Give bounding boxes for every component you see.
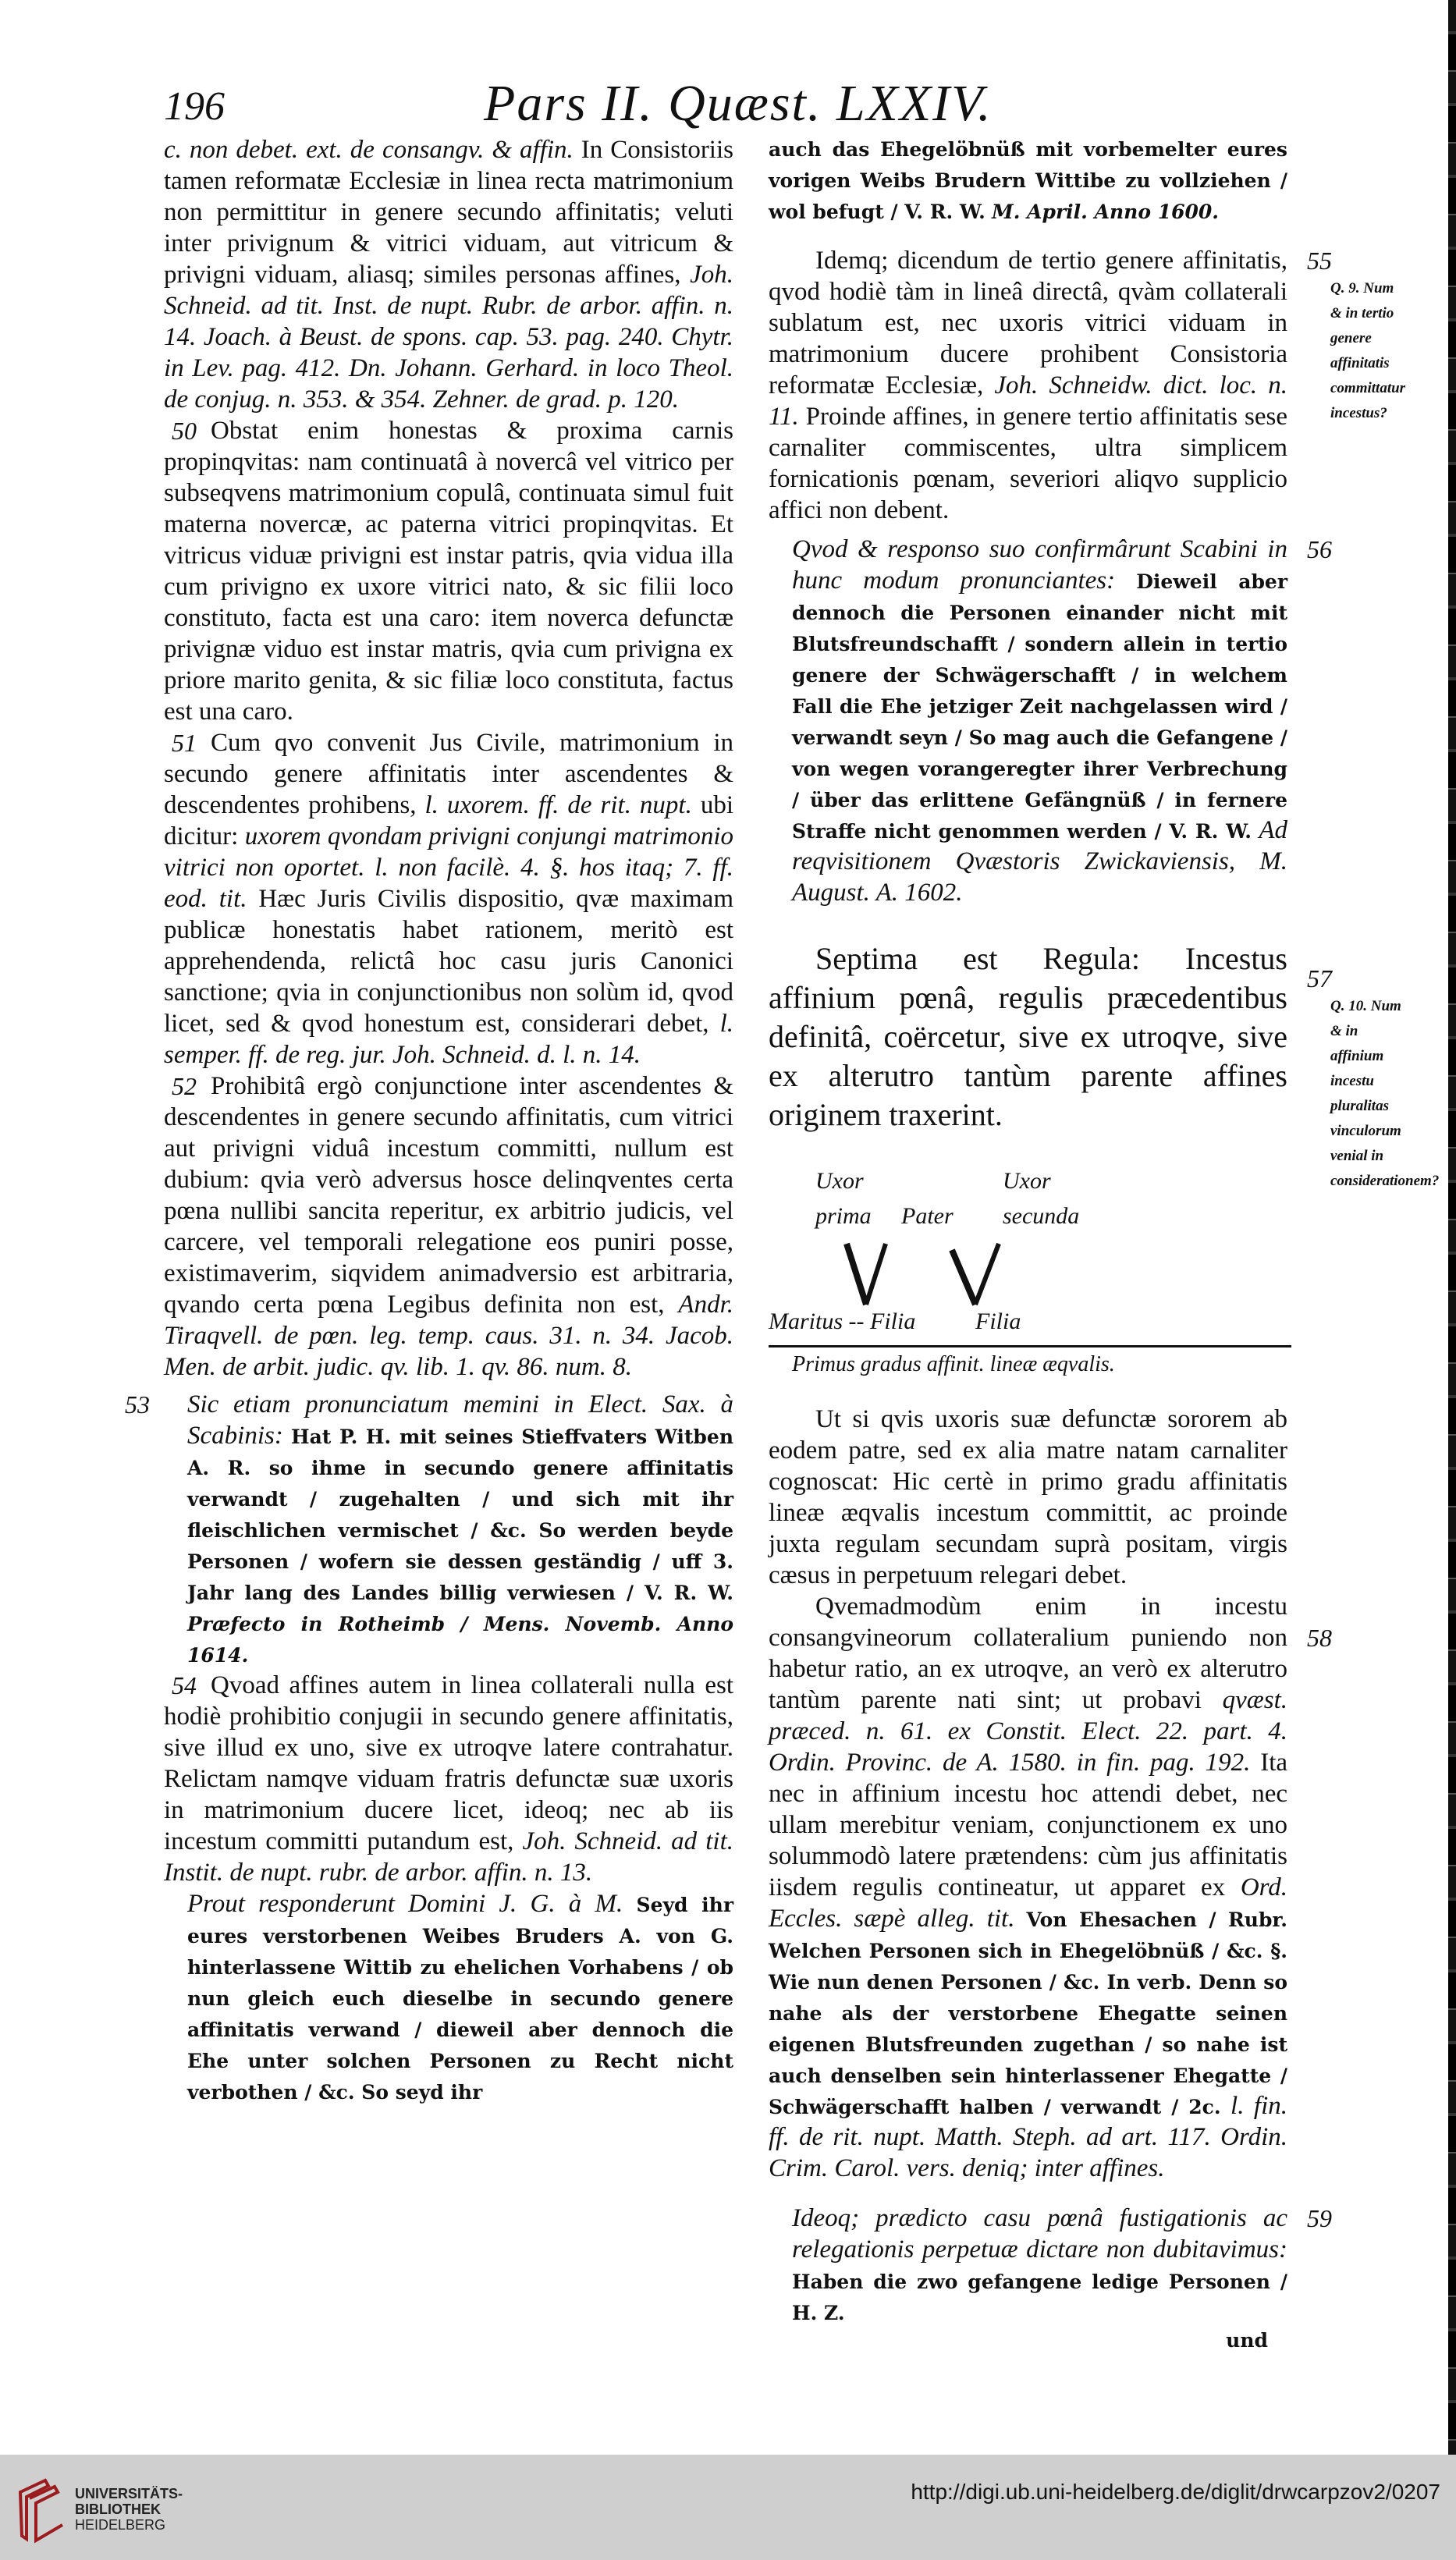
rule-seven	[769, 939, 1287, 1134]
library-line-1: UNIVERSITÄTS-	[75, 2486, 183, 2501]
citation: Joh. Schneidw. dict. loc. n. 11.	[769, 371, 1287, 431]
page-edge-shadow	[1448, 0, 1456, 2455]
german-quote: Von Ehesachen / Rubr. Welchen Personen sich in Ehegelöbnüß / &c. §. Wie nun denen Personen / &c. In verb. Denn so nahe als der verstorbene Ehegatte seinen eigenen Blutsfreunden zugethan / so nahe ist auch denselben sein hinterlassener Ehegatte / Schwägerschafft halben / verwandt / 2c.	[769, 1908, 1288, 2118]
citation: Andr. Tiraqvell. de pœn. leg. temp. caus. 31. n. 34. Jacob. Men. de arbit. judic. qv. lib. 1. qv. 86. num. 8.	[164, 1291, 733, 1381]
margin-note-q10: Q. 10. Num & in affinium incestu pluralitas vinculorum venial in considerationem?	[1330, 998, 1440, 1189]
section-number: 59	[1307, 2204, 1332, 2232]
paragraph-56	[792, 534, 1287, 908]
label-uxor-prima-1: Uxor	[815, 1168, 864, 1194]
label-filia: Filia	[975, 1308, 1021, 1334]
section-number: 51	[172, 729, 197, 757]
paragraph-52	[164, 1071, 733, 1383]
german-quote: auch das Ehegelöbnüß mit vorbemelter eures vorigen Weibs Brudern Wittibe zu vollziehen / wol befugt / V. R. W.	[769, 138, 1287, 223]
left-column	[125, 134, 734, 2107]
label-pater: Pater	[901, 1203, 954, 1229]
paragraph-text: In Consistoriis tamen reformatæ Ecclesiæ in linea recta matrimonium non permittitur in genere secundo affinitatis; veluti inter privignum & vitrici viduam, aut vitricum & privigni viduam, aliasq; similes personas affines,	[164, 136, 733, 289]
footer-band	[0, 2455, 1456, 2560]
paragraph-54-quote	[187, 1888, 733, 2107]
library-logo-icon	[14, 2477, 69, 2547]
page-header	[164, 74, 1319, 137]
paragraph-text: Qvemadmodùm enim in incestu consangvineorum collateralium puniendo non habetur ratio, an ex utroqve, an verò ex alterutro tantùm parente nati sint; ut probavi	[769, 1592, 1287, 1714]
paragraph-text: Hæc Juris Civilis dispositio, qvæ maximam publicæ honestatis habet rationem, meritò est apprehendenda, relictâ hoc casu juris Canonici sanctione; qvia in conjunctionibus non solùm id, qvod licet, sed & qvod honestum est, considerari debet,	[164, 885, 733, 1038]
paragraph-text: Ita nec in affinium incestu hoc attendi debet, nec ullam merebitur veniam, conjunctionem ex uno solummodò latere prætendens: cùm jus affinitatis iisdem regulis contineatur, ut apparet ex	[769, 1749, 1288, 1901]
diagram-caption: Primus gradus affinit. lineæ æqvalis.	[769, 1345, 1291, 1380]
paragraph-56-block	[769, 534, 1332, 908]
paragraph-text: Ut si qvis uxoris suæ defunctæ sororem ab eodem patre, sed ex alia matre natam carnaliter cognoscat: Hic certè in primo gradu affinitatis lineæ æqvalis incestum committit, ac proinde juxta regulam secundam suprà positam, virgis cæsus in perpetuum relegari debet.	[769, 1405, 1287, 1589]
citation: l. uxorem. ff. de rit. nupt.	[424, 791, 692, 819]
paragraph-53-block	[125, 1389, 733, 1670]
section-number: 56	[1307, 535, 1332, 563]
paragraph-50	[164, 415, 733, 727]
paragraph-55	[769, 245, 1287, 526]
paragraph-text: Proinde affines, in genere tertio affinitatis sese carnaliter commiscentes, ultra simplicem fornicationis pœnam, severiori aliqvo supplicio affici non debent.	[769, 403, 1287, 524]
citation: l. fin. ff. de rit. nupt. Matth. Steph. ad art. 117. Ordin. Crim. Carol. vers. deniq; inter affines.	[769, 2092, 1287, 2182]
paragraph-text: Prohibitâ ergò conjunctione inter ascendentes & descendentes in genere secundo affinitatis, cum vitrici aut privigni viduâ incestum committi, nullum est dubium: qvia verò adversus hosce delinqventes certa pœna nullibi sancita reperitur, ex arbitrio judicis, vel carcere, vel temporali relegatione eos puniri posse, existimaverim, siqvidem animadversio est arbitraria, qvando certa pœna Legibus definita non est,	[164, 1072, 733, 1319]
paragraph-55-block	[769, 245, 1406, 526]
label-uxor-prima-2: prima	[815, 1203, 872, 1229]
section-number: 54	[172, 1671, 197, 1699]
section-number: 52	[172, 1072, 197, 1100]
label-maritus-filia: Maritus -- Filia	[769, 1308, 916, 1334]
paragraph-text: Idemq; dicendum de tertio genere affinitatis, qvod hodiè tàm in lineâ directâ, qvàm collaterali sublatum est, nec uxoris vitrici viduam in matrimonium ducere prohibent Consistoria reformatæ Ecclesiæ,	[769, 247, 1287, 399]
library-name[interactable]	[75, 2486, 183, 2533]
section-number: 58	[1307, 1624, 1332, 1652]
library-line-2: BIBLIOTHEK	[75, 2501, 161, 2517]
german-quote: Seyd ihr eures verstorbenen Weibes Bruders A. von G. hinterlassene Wittib zu ehelichen Vorhabens / ob nun gleich euch dieselbe in secundo genere affinitatis verwand / dieweil aber dennoch die Ehe unter solchen Personen zu Recht nicht verbothen / &c. So seyd ihr	[187, 1894, 734, 2104]
label-uxor-secunda-2: secunda	[1003, 1203, 1080, 1229]
library-line-3: HEIDELBERG	[75, 2517, 166, 2533]
paragraph-58	[769, 1591, 1287, 2184]
section-number: 55	[1307, 247, 1332, 275]
paragraph-57b	[769, 1404, 1287, 1591]
citation: Prout responderunt Domini J. G. à M.	[187, 1890, 623, 1918]
paragraph-53	[187, 1389, 733, 1670]
citation: M. April. Anno 1600.	[992, 201, 1219, 223]
paragraph-58-block	[769, 1591, 1332, 2184]
citation: Sic etiam pronunciatum memini in Elect. Sax. à Scabinis:	[187, 1390, 733, 1450]
paragraph-cont	[769, 133, 1287, 226]
right-column	[769, 133, 1440, 2354]
label-uxor-secunda-1: Uxor	[1003, 1168, 1051, 1194]
german-quote: Hat P. H. mit seines Stieffvaters Witben A. R. so ihme in secundo genere affinitatis verwandt / zugehalten / und sich mit ihr fleischlichen vermischet / &c. So werden beyde Personen / wofern sie dessen geständig / uff 3. Jahr lang des Landes billig verwiesen / V. R. W.	[187, 1426, 733, 1604]
margin-note-q9: Q. 9. Num & in tertio genere affinitatis committatur incestus?	[1330, 280, 1406, 421]
permalink-url[interactable]: http://digi.ub.uni-heidelberg.de/diglit/drwcarpzov2/0207	[911, 2480, 1440, 2504]
paragraph-59-block	[769, 2203, 1332, 2354]
citation: Joh. Schneid. ad tit. Instit. de nupt. rubr. de arbor. affin. n. 13.	[164, 1827, 733, 1887]
citation: Joh. Schneid. ad tit. Inst. de nupt. Rubr. de arbor. affin. n. 14. Joach. à Beust. de spons. cap. 53. pag. 240. Chytr. in Lev. pag. 412. Dn. Johann. Gerhard. in loco Theol. de conjug. n. 353. & 354. Zehner. de grad. p. 120.	[164, 261, 734, 414]
line-uxor-prima	[847, 1244, 866, 1305]
section-number: 53	[125, 1390, 150, 1418]
citation: l. semper. ff. de reg. jur. Joh. Schneid. d. l. n. 14.	[164, 1010, 733, 1069]
paragraph-54	[164, 1670, 733, 1888]
citation: c. non debet. ext. de consangv. & affin.	[164, 136, 574, 164]
paragraph-text: ubi dicitur:	[164, 791, 733, 850]
citation: Ord. Eccles. sæpè alleg. tit.	[769, 1873, 1288, 1933]
section-number: 57	[1307, 964, 1332, 992]
citation: Præfecto in Rotheimb / Mens. Novemb. Anno 1614.	[187, 1613, 733, 1667]
rule-text: Septima est Regula: Incestus affinium pœnâ, regulis præcedentibus definitâ, coërcetur, sive ex utroqve, sive ex alterutro tantùm parente affines originem traxerint.	[769, 941, 1287, 1132]
citation: uxorem qvondam privigni conjungi matrimonio vitrici non oportet. l. non facilè. 4. §. hos itaq; 7. ff. eod. tit.	[164, 822, 734, 913]
running-head: Pars II. Quæst. LXXIV.	[484, 75, 993, 132]
paragraph-57-block	[769, 939, 1440, 1380]
section-number: 50	[172, 417, 197, 445]
citation: qvæst. præced. n. 61. ex Constit. Elect. 22. part. 4. Ordin. Provinc. de A. 1580. in fin. pag. 192.	[769, 1686, 1287, 1777]
paragraph-51	[164, 727, 733, 1071]
paragraph-59	[792, 2203, 1287, 2327]
line-pater-left	[866, 1244, 886, 1305]
citation: Qvod & responso suo confirmârunt Scabini in hunc modum pronunciantes:	[792, 535, 1287, 595]
page-number: 196	[164, 84, 225, 129]
citation: Ideoq; prædicto casu pœnâ fustigationis ac relegationis perpetuæ dictare non dubitavimus:	[792, 2204, 1287, 2264]
line-pater-right	[952, 1250, 975, 1305]
paragraph-text: Cum qvo convenit Jus Civile, matrimonium in secundo genere affinitatis inter ascendentes & descendentes prohibens,	[164, 729, 733, 819]
citation: Ad reqvisitionem Qvæstoris Zwickaviensis, M. August. A. 1602.	[792, 816, 1288, 907]
paragraph-49	[164, 134, 733, 415]
affinity-diagram	[769, 1166, 1252, 1337]
german-quote: Dieweil aber dennoch die Personen einander nicht mit Blutsfreundschafft / sondern allein in tertio genere der Schwägerschafft / in welchem Fall die Ehe jetziger Zeit nachgelassen wird / verwandt seyn / So mag auch die Gefangene / von wegen vorangeregter ihrer Verbrechung / über das erlittene Gefängnüß / in fernere Straffe nicht genommen werden / V. R. W.	[792, 570, 1288, 843]
catchword: und	[1226, 2329, 1268, 2352]
line-uxor-secunda	[975, 1244, 999, 1305]
paragraph-text: Qvoad affines autem in linea collaterali nulla est hodiè prohibitio conjugii in secundo genere affinitatis, sive illud ex uno, sive ex utroqve latere contrahatur. Relictam namqve viduam fratris defunctæ suæ uxoris in matrimonium ducere licet, ideoq; nec ab iis incestum committi putandum est,	[164, 1671, 733, 1855]
paragraph-text: Obstat enim honestas & proxima carnis propinqvitas: nam continuatâ à novercâ vel vitrico per subseqvens matrimonium copulâ, continuata simul fuit materna novercæ, ac paterna vitrici propinqvitas. Et vitricus viduæ privigni est instar patris, qvia vidua illa cum privigno ex uxore vitrici nato, & sic filii loco constituto, facta est una caro: item noverca defunctæ privignæ viduo est instar matris, qvia cum privigna ex priore marito genita, & sic filiæ loco constituta, factus est una caro.	[164, 417, 733, 726]
german-quote: Haben die zwo gefangene ledige Personen / H. Z.	[792, 2271, 1287, 2324]
